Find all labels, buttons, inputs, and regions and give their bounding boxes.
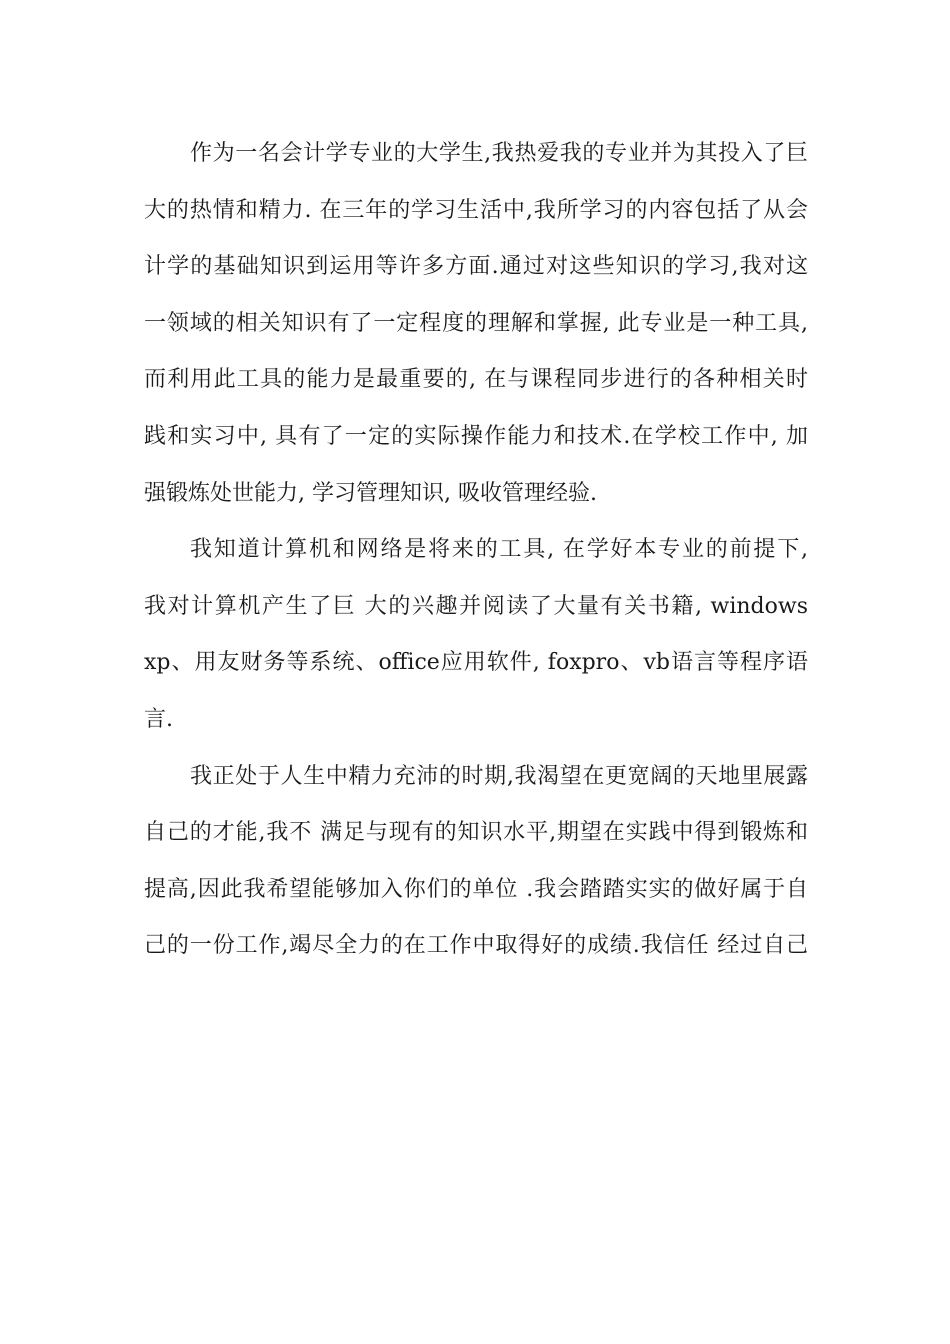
text-line: 自己的才能,我不 满足与现有的知识水平,期望在实践中得到锻炼和 [144, 820, 808, 846]
text-line: 我知道计算机和网络是将来的工具, 在学好本专业的前提下, [190, 537, 808, 563]
text-line: 作为一名会计学专业的大学生,我热爱我的专业并为其投入了巨 [190, 141, 808, 166]
text-line: 我对计算机产生了巨 大的兴趣并阅读了大量有关书籍, windows [144, 593, 808, 619]
text-line: xp、用友财务等系统、office应用软件, foxpro、vb语言等程序语 [144, 650, 808, 676]
text-line: 而利用此工具的能力是最重要的, 在与课程同步进行的各种相关时 [144, 367, 808, 393]
text-line: 言. [144, 706, 173, 732]
text-line: 一领域的相关知识有了一定程度的理解和掌握, 此专业是一种工具, [144, 310, 808, 336]
text-line: 我正处于人生中精力充沛的时期,我渴望在更宽阔的天地里展露 [190, 763, 808, 789]
text-line: 己的一份工作,竭尽全力的在工作中取得好的成绩.我信任 经过自己 [144, 933, 808, 959]
paragraph-3 [144, 749, 808, 975]
paragraph-1 [144, 126, 808, 522]
text-line: 提高,因此我希望能够加入你们的单位 .我会踏踏实实的做好属于自 [144, 876, 808, 902]
text-line: 大的热情和精力. 在三年的学习生活中,我所学习的内容包括了从会 [144, 197, 808, 223]
text-line: 强锻炼处世能力, 学习管理知识, 吸收管理经验. [144, 480, 597, 506]
text-line: 计学的基础知识到运用等许多方面.通过对这些知识的学习,我对这 [144, 254, 808, 280]
text-line: 践和实习中, 具有了一定的实际操作能力和技术.在学校工作中, 加 [144, 423, 808, 449]
body-text [144, 126, 808, 975]
paragraph-2 [144, 522, 808, 748]
